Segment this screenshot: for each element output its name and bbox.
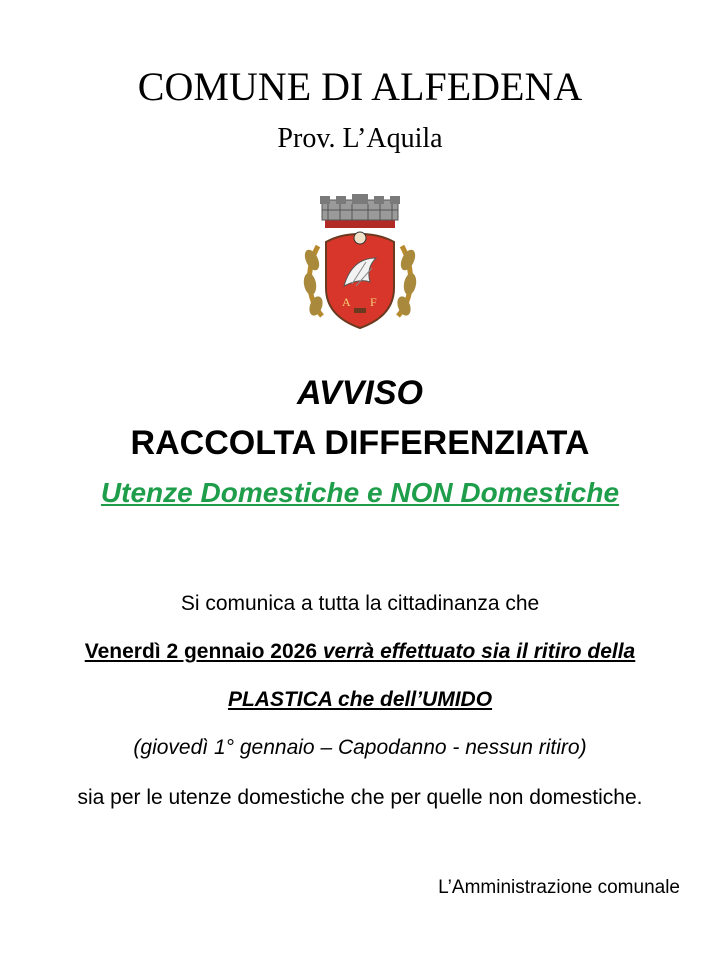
municipal-coat-of-arms-icon xyxy=(300,188,420,336)
intro-text: Si comunica a tutta la cittadinanza che xyxy=(180,592,540,615)
municipality-name: COMUNE DI ALFEDENA xyxy=(137,64,583,109)
collection-action: verrà effettuato sia il ritiro della xyxy=(317,640,636,663)
signature: L’Amministrazione comunale xyxy=(438,877,680,898)
scope-text: sia per le utenze domestiche che per quelle non domestiche. xyxy=(77,786,643,809)
notice-title: AVVISO xyxy=(297,374,423,412)
collection-items: PLASTICA che dell’UMIDO xyxy=(227,688,493,711)
crest-monogram-left: A xyxy=(342,295,351,309)
crown-icon xyxy=(320,194,400,228)
crest-monogram-right: F xyxy=(370,295,377,309)
collection-date: Venerdì 2 gennaio 2026 xyxy=(84,640,318,663)
shield-icon xyxy=(326,232,394,328)
holiday-note: (giovedì 1° gennaio – Capodanno - nessun ritiro) xyxy=(133,736,587,759)
province-name: Prov. L’Aquila xyxy=(277,123,443,154)
notice-subject: RACCOLTA DIFFERENZIATA xyxy=(130,424,590,462)
collection-announcement xyxy=(0,637,720,667)
notice-target-users: Utenze Domestiche e NON Domestiche xyxy=(100,477,620,508)
